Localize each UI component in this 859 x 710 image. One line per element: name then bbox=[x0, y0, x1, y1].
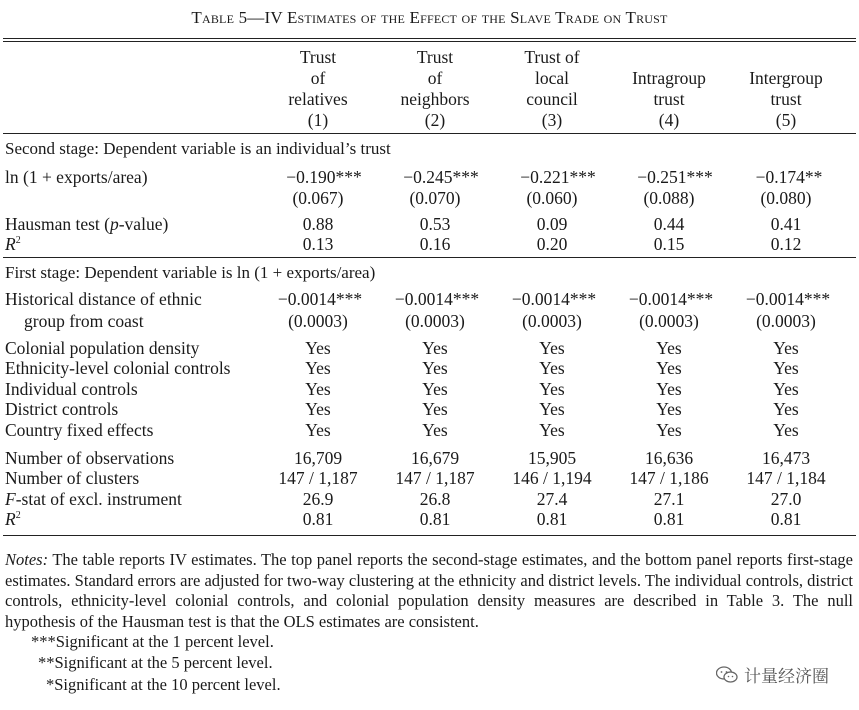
cell: 146 / 1,194 bbox=[512, 468, 592, 488]
control-label: Colonial population density bbox=[5, 338, 200, 358]
cell: (0.0003) bbox=[639, 311, 699, 331]
sig-note-1: ***Significant at the 1 percent level. bbox=[31, 632, 274, 651]
cell: 16,709 bbox=[293, 448, 343, 468]
col-header-4: Intragroup trust (4) bbox=[632, 68, 706, 130]
cell: Yes bbox=[305, 338, 331, 358]
col-header-5: Intergroup trust (5) bbox=[749, 68, 823, 130]
cell: 0.81 bbox=[536, 509, 568, 529]
cell: 0.81 bbox=[419, 509, 451, 529]
cell: Yes bbox=[305, 379, 331, 399]
fstat-label: F-stat of excl. instrument bbox=[5, 489, 182, 509]
cell: Yes bbox=[539, 399, 565, 419]
cell: 0.13 bbox=[302, 234, 334, 254]
wechat-icon bbox=[716, 666, 738, 684]
cell: Yes bbox=[656, 420, 682, 440]
cell: 0.41 bbox=[770, 214, 802, 234]
second-stage-heading: Second stage: Dependent variable is an individual’s trust bbox=[5, 139, 391, 158]
cell: (0.060) bbox=[526, 188, 578, 208]
obs-label: Number of observations bbox=[5, 448, 175, 468]
r2-label-first: $R^2$ bbox=[5, 509, 21, 529]
cell: Yes bbox=[539, 358, 565, 378]
clusters-label: Number of clusters bbox=[5, 468, 140, 488]
cell: 147 / 1,187 bbox=[278, 468, 358, 488]
cell: Yes bbox=[422, 358, 448, 378]
cell: Yes bbox=[539, 338, 565, 358]
first-stage-heading: First stage: Dependent variable is ln (1 + exports/area) bbox=[5, 263, 376, 282]
cell: Yes bbox=[773, 338, 799, 358]
cell: Yes bbox=[656, 399, 682, 419]
cell: Yes bbox=[422, 420, 448, 440]
notes-lead: Notes: bbox=[5, 550, 49, 569]
cell: 26.8 bbox=[419, 489, 451, 509]
cell: −0.174** bbox=[755, 167, 823, 187]
cell: 15,905 bbox=[527, 448, 577, 468]
cell: −0.245*** bbox=[403, 167, 479, 187]
cell: Yes bbox=[773, 420, 799, 440]
cell: −0.0014*** bbox=[628, 289, 714, 309]
cell: Yes bbox=[773, 358, 799, 378]
cell: Yes bbox=[422, 399, 448, 419]
cell: 0.88 bbox=[302, 214, 334, 234]
cell: 0.81 bbox=[770, 509, 802, 529]
cell: 16,636 bbox=[644, 448, 694, 468]
cell: 147 / 1,187 bbox=[395, 468, 475, 488]
cell: 0.12 bbox=[770, 234, 802, 254]
top-rule-2 bbox=[3, 41, 856, 42]
control-label: Ethnicity-level colonial controls bbox=[5, 358, 231, 378]
cell: 0.81 bbox=[653, 509, 685, 529]
cell: −0.0014*** bbox=[511, 289, 597, 309]
notes-text: The table reports IV estimates. The top panel reports the second-stage estimates, and the bottom panel reports first-stage estimates. Standard errors are adjusted for two-way clustering at the ethnicity and district levels. The individual controls, district controls, ethnicity-level colonial controls, and colonial population density measures are described in Table 3. The null hypothesis of the Hausman test is that the OLS estimates are consistent. bbox=[5, 550, 853, 631]
cell: −0.0014*** bbox=[745, 289, 831, 309]
hausman-label: Hausman test (p-value) bbox=[5, 214, 169, 234]
cell: 27.4 bbox=[536, 489, 568, 509]
sig-note-2: **Significant at the 5 percent level. bbox=[38, 653, 273, 672]
col-header-3: Trust of local council (3) bbox=[524, 47, 580, 130]
top-rule bbox=[3, 38, 856, 39]
table-title-text: Table 5—IV Estimates of the Effect of the Slave Trade on Trust bbox=[191, 8, 668, 27]
cell: (0.0003) bbox=[522, 311, 582, 331]
cell: −0.190*** bbox=[286, 167, 362, 187]
sig-note-3: *Significant at the 10 percent level. bbox=[46, 675, 281, 694]
cell: 0.16 bbox=[419, 234, 451, 254]
cell: 27.1 bbox=[653, 489, 685, 509]
distance-label-1: Historical distance of ethnic bbox=[5, 289, 202, 309]
control-label: Country fixed effects bbox=[5, 420, 154, 440]
table-title bbox=[0, 8, 859, 28]
r2-label-second: $R^2$ bbox=[5, 234, 21, 254]
cell: Yes bbox=[656, 379, 682, 399]
cell: (0.0003) bbox=[288, 311, 348, 331]
coef-label: ln (1 + exports/area) bbox=[5, 167, 148, 187]
cell: Yes bbox=[539, 420, 565, 440]
cell: Yes bbox=[773, 379, 799, 399]
cell: (0.067) bbox=[292, 188, 344, 208]
cell: 26.9 bbox=[302, 489, 334, 509]
cell: Yes bbox=[305, 420, 331, 440]
cell: Yes bbox=[773, 399, 799, 419]
cell: (0.088) bbox=[643, 188, 695, 208]
cell: 0.15 bbox=[653, 234, 685, 254]
cell: 16,473 bbox=[761, 448, 811, 468]
cell: Yes bbox=[305, 358, 331, 378]
watermark-text: 计量经济圈 bbox=[744, 667, 829, 687]
table-notes bbox=[5, 550, 853, 632]
cell: Yes bbox=[539, 379, 565, 399]
mid-rule bbox=[3, 257, 856, 258]
watermark bbox=[716, 662, 829, 687]
cell: 0.20 bbox=[536, 234, 568, 254]
header-rule bbox=[3, 133, 856, 134]
cell: Yes bbox=[422, 379, 448, 399]
cell: Yes bbox=[305, 399, 331, 419]
cell: 0.81 bbox=[302, 509, 334, 529]
cell: Yes bbox=[656, 358, 682, 378]
col-header-1: Trust of relatives (1) bbox=[288, 47, 348, 130]
cell: 27.0 bbox=[770, 489, 802, 509]
cell: Yes bbox=[422, 338, 448, 358]
control-label: District controls bbox=[5, 399, 119, 419]
cell: (0.080) bbox=[760, 188, 812, 208]
cell: (0.070) bbox=[409, 188, 461, 208]
cell: (0.0003) bbox=[756, 311, 816, 331]
cell: 16,679 bbox=[410, 448, 460, 468]
col-header-2: Trust of neighbors (2) bbox=[400, 47, 470, 130]
cell: Yes bbox=[656, 338, 682, 358]
cell: 147 / 1,184 bbox=[746, 468, 826, 488]
cell: −0.251*** bbox=[637, 167, 713, 187]
cell: −0.0014*** bbox=[394, 289, 480, 309]
distance-label-2: group from coast bbox=[24, 311, 144, 331]
cell: −0.221*** bbox=[520, 167, 596, 187]
bottom-rule bbox=[3, 535, 856, 536]
cell: −0.0014*** bbox=[277, 289, 363, 309]
cell: 147 / 1,186 bbox=[629, 468, 709, 488]
cell: 0.53 bbox=[419, 214, 451, 234]
control-label: Individual controls bbox=[5, 379, 138, 399]
cell: (0.0003) bbox=[405, 311, 465, 331]
cell: 0.09 bbox=[536, 214, 568, 234]
cell: 0.44 bbox=[653, 214, 685, 234]
